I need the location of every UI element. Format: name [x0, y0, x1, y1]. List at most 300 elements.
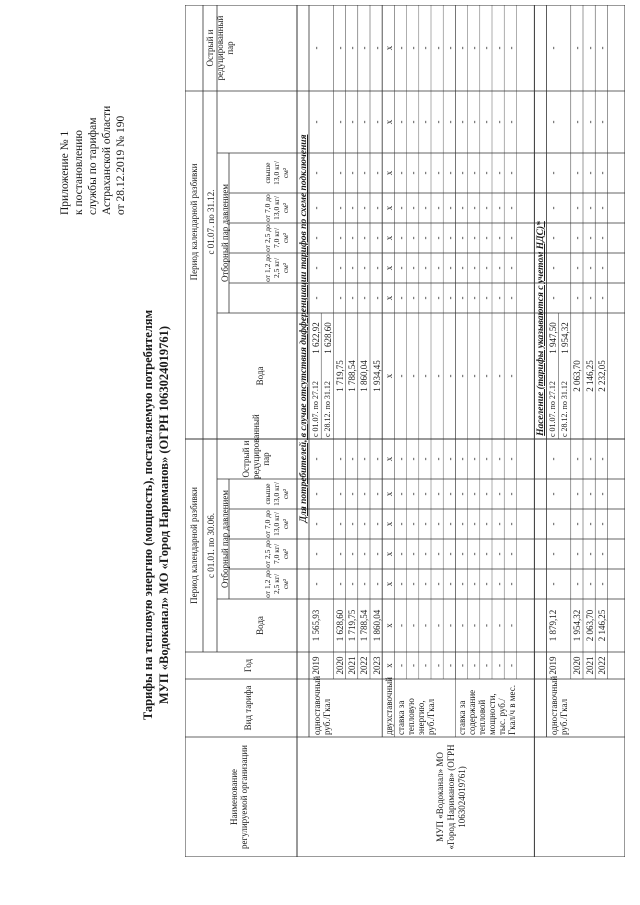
dash-mark: -: [596, 552, 607, 556]
dash-mark: -: [584, 236, 595, 240]
dash-mark: -: [444, 266, 455, 270]
dash-mark: -: [371, 120, 382, 124]
dash-mark: -: [505, 582, 516, 586]
dash-mark: -: [596, 206, 607, 210]
tariff-type-header: Вид тарифа: [243, 685, 253, 731]
dash-mark: -: [408, 457, 419, 461]
dash-mark: -: [395, 296, 406, 300]
dash-mark: -: [334, 171, 345, 175]
dash-mark: -: [432, 120, 443, 124]
dash-mark: -: [420, 457, 431, 461]
year-cell: 2020: [572, 656, 583, 675]
sub-period-cell: с 01.07. по 27.12: [547, 381, 557, 437]
year-cell: 2019: [547, 656, 558, 675]
dash-mark: -: [505, 492, 516, 496]
dash-mark: -: [547, 582, 558, 586]
dash-mark: -: [505, 236, 516, 240]
dash-mark: -: [584, 171, 595, 175]
dash-mark: -: [420, 624, 431, 627]
dash-mark: -: [310, 46, 321, 50]
dash-mark: -: [347, 522, 358, 526]
single-rate-label-population: одноставочный руб./Гкал: [549, 675, 570, 735]
dash-mark: -: [408, 46, 419, 50]
dash-mark: -: [395, 236, 406, 240]
dash-mark: -: [596, 582, 607, 586]
dash-mark: -: [432, 266, 443, 270]
dash-mark: -: [572, 266, 583, 270]
dash-mark: -: [444, 46, 455, 50]
dash-mark: -: [310, 582, 321, 586]
dash-mark: -: [481, 171, 492, 175]
dash-mark: -: [395, 457, 406, 461]
dash-mark: -: [395, 46, 406, 50]
dash-mark: -: [493, 296, 504, 300]
dash-mark: -: [584, 296, 595, 300]
dash-mark: -: [493, 664, 504, 667]
dash-mark: -: [359, 492, 370, 496]
cross-mark: х: [383, 521, 394, 527]
dash-mark: -: [493, 206, 504, 210]
single-rate-label: одноставочный руб./Гкал: [312, 675, 332, 735]
dash-mark: -: [469, 624, 480, 627]
dash-mark: -: [444, 492, 455, 496]
section-title-1: Для потребителей, в случае отсутствия дифференциации тарифов по схеме подключения: [298, 134, 309, 523]
dash-mark: -: [371, 206, 382, 210]
dash-mark: -: [584, 206, 595, 210]
dash-mark: -: [572, 492, 583, 496]
double-rate-label: двухставочный: [384, 677, 395, 735]
dash-mark: -: [420, 664, 431, 667]
dash-mark: -: [347, 171, 358, 175]
dash-mark: -: [359, 522, 370, 526]
dash-mark: -: [395, 582, 406, 586]
dash-mark: -: [408, 552, 419, 556]
dash-mark: -: [347, 266, 358, 270]
water-value-cell: 1 879,12: [547, 609, 558, 642]
dash-mark: -: [505, 296, 516, 300]
water-value-cell: 1 628,60: [334, 609, 345, 642]
dash-mark: -: [505, 552, 516, 556]
cross-mark: х: [383, 456, 394, 462]
dash-mark: -: [481, 552, 492, 556]
dash-mark: -: [469, 552, 480, 556]
cross-mark: х: [383, 235, 394, 241]
sharp-steam-header: Острый и редуцированный пар: [241, 414, 271, 479]
appendix-line: Приложение № 1: [59, 130, 71, 215]
dash-mark: -: [481, 457, 492, 461]
dash-mark: -: [444, 457, 455, 461]
dash-mark: -: [469, 120, 480, 124]
dash-mark: -: [444, 664, 455, 667]
dash-mark: -: [481, 492, 492, 496]
dash-mark: -: [505, 120, 516, 124]
energy-rate-label: ставка за тепловую энергию, руб./Гкал: [396, 698, 437, 735]
dash-mark: -: [481, 236, 492, 240]
dash-mark: -: [456, 624, 467, 627]
title-line-2: МУП «Водоканал» МО «Город Нариманов» (ОГРН 1063024019761): [157, 325, 171, 705]
dash-mark: -: [371, 457, 382, 461]
dash-mark: -: [359, 266, 370, 270]
dash-mark: -: [493, 46, 504, 50]
dash-mark: -: [481, 296, 492, 300]
dash-mark: -: [310, 266, 321, 270]
appendix-line: службы по тарифам: [87, 117, 99, 215]
dash-mark: -: [420, 296, 431, 300]
cross-mark: х: [383, 663, 394, 668]
dash-mark: -: [310, 492, 321, 496]
water-value-cell: 1 934,45: [371, 360, 382, 392]
dash-mark: -: [347, 206, 358, 210]
cross-mark: х: [383, 119, 394, 125]
year-cell: 2019: [310, 656, 321, 675]
water-value-cell: 2 063,70: [584, 609, 595, 642]
dash-mark: -: [456, 120, 467, 124]
dash-mark: -: [444, 296, 455, 300]
dash-mark: -: [493, 624, 504, 627]
dash-mark: -: [572, 206, 583, 210]
water-value-cell: 1 628,60: [322, 322, 333, 354]
dash-mark: -: [469, 457, 480, 461]
sub-period-cell: с 28.12. по 31.12: [560, 381, 570, 437]
water-value-cell: 1 788,54: [359, 609, 370, 642]
dash-mark: -: [395, 266, 406, 270]
dash-mark: -: [432, 492, 443, 496]
dash-mark: -: [420, 266, 431, 270]
dash-mark: -: [456, 552, 467, 556]
sub-period-cell: с 01.07. по 27.12: [310, 381, 320, 437]
dash-mark: -: [310, 457, 321, 461]
dash-mark: -: [359, 552, 370, 556]
year-cell: 2022: [359, 656, 370, 675]
steam-header: Отборный пар давлением: [219, 489, 230, 589]
dash-mark: -: [408, 171, 419, 175]
water-value-cell: 1 860,04: [359, 360, 370, 392]
dash-mark: -: [596, 120, 607, 124]
dash-mark: -: [310, 522, 321, 526]
dash-mark: -: [456, 46, 467, 50]
dash-mark: -: [310, 120, 321, 124]
dash-mark: -: [493, 552, 504, 556]
dash-mark: -: [334, 296, 345, 300]
period2-dates: с 01.07. по 31.12.: [206, 189, 216, 255]
dash-mark: -: [408, 522, 419, 526]
dash-mark: -: [444, 582, 455, 586]
dash-mark: -: [456, 206, 467, 210]
dash-mark: -: [334, 120, 345, 124]
dash-mark: -: [371, 522, 382, 526]
dash-mark: -: [347, 552, 358, 556]
dash-mark: -: [505, 206, 516, 210]
dash-mark: -: [371, 171, 382, 175]
dash-mark: -: [505, 624, 516, 627]
dash-mark: -: [505, 374, 516, 378]
cross-mark: х: [383, 295, 394, 301]
dash-mark: -: [584, 266, 595, 270]
dash-mark: -: [481, 522, 492, 526]
dash-mark: -: [469, 171, 480, 175]
dash-mark: -: [444, 120, 455, 124]
appendix-line: Астраханской области: [101, 105, 113, 215]
dash-mark: -: [432, 296, 443, 300]
dash-mark: -: [310, 171, 321, 175]
dash-mark: -: [359, 206, 370, 210]
period1-dates: с 01.01. по 30.06.: [206, 512, 216, 579]
dash-mark: -: [469, 492, 480, 496]
dash-mark: -: [444, 171, 455, 175]
dash-mark: -: [359, 296, 370, 300]
dash-mark: -: [584, 46, 595, 50]
dash-mark: -: [596, 296, 607, 300]
cross-mark: х: [383, 551, 394, 557]
year-header: Год: [243, 658, 253, 673]
dash-mark: -: [371, 582, 382, 586]
sharp-steam-header: Острый и редуцированный пар: [205, 15, 235, 81]
appendix-note: [58, 5, 128, 215]
dash-mark: -: [432, 171, 443, 175]
dash-mark: -: [469, 582, 480, 586]
dash-mark: -: [596, 266, 607, 270]
cross-mark: х: [383, 581, 394, 587]
dash-mark: -: [310, 296, 321, 300]
pressure-header: свыше 13,0 кг/см²: [263, 161, 290, 185]
dash-mark: -: [359, 171, 370, 175]
year-cell: 2020: [334, 656, 345, 675]
dash-mark: -: [395, 171, 406, 175]
dash-mark: -: [547, 552, 558, 556]
water-value-cell: 1 788,54: [347, 360, 358, 392]
organization-name: МУП «Водоканал» МО «Город Нариманов» (ОГРН 1063024019761): [435, 744, 467, 850]
dash-mark: -: [432, 582, 443, 586]
dash-mark: -: [505, 664, 516, 667]
dash-mark: -: [469, 236, 480, 240]
dash-mark: -: [547, 266, 558, 270]
dash-mark: -: [444, 374, 455, 378]
water-value-cell: 1 954,32: [560, 322, 571, 354]
capacity-rate-label: ставка за содержание тепловой мощности, тыс. руб./Гкал/ч в мес.: [457, 685, 518, 735]
dash-mark: -: [347, 46, 358, 50]
pressure-header: от 7,0 до 13,0 кг/см²: [263, 194, 290, 222]
dash-mark: -: [444, 236, 455, 240]
dash-mark: -: [310, 236, 321, 240]
period2-header: Период календарной разбивки: [189, 163, 199, 281]
dash-mark: -: [596, 522, 607, 526]
dash-mark: -: [444, 522, 455, 526]
dash-mark: -: [572, 582, 583, 586]
dash-mark: -: [547, 171, 558, 175]
water-value-cell: 2 063,70: [572, 360, 583, 392]
dash-mark: -: [359, 236, 370, 240]
dash-mark: -: [493, 236, 504, 240]
dash-mark: -: [456, 236, 467, 240]
dash-mark: -: [572, 171, 583, 175]
dash-mark: -: [432, 46, 443, 50]
dash-mark: -: [432, 457, 443, 461]
year-cell: 2021: [347, 656, 358, 675]
appendix-line: к постановлению: [73, 130, 85, 215]
dash-mark: -: [395, 374, 406, 378]
dash-mark: -: [547, 492, 558, 496]
dash-mark: -: [505, 46, 516, 50]
dash-mark: -: [469, 46, 480, 50]
sub-period-cell: с 28.12. по 31.12: [322, 381, 332, 437]
dash-mark: -: [432, 522, 443, 526]
dash-mark: -: [408, 236, 419, 240]
dash-mark: -: [371, 492, 382, 496]
dash-mark: -: [395, 624, 406, 627]
steam-header: Отборный пар давлением: [219, 183, 230, 283]
dash-mark: -: [334, 266, 345, 270]
dash-mark: -: [395, 492, 406, 496]
dash-mark: -: [456, 374, 467, 378]
dash-mark: -: [408, 582, 419, 586]
pressure-header: от 2,5 до 7,0 кг/см²: [263, 540, 290, 568]
dash-mark: -: [420, 582, 431, 586]
dash-mark: -: [408, 374, 419, 378]
dash-mark: -: [432, 206, 443, 210]
dash-mark: -: [432, 664, 443, 667]
dash-mark: -: [493, 374, 504, 378]
dash-mark: -: [493, 266, 504, 270]
dash-mark: -: [493, 492, 504, 496]
cross-mark: х: [383, 205, 394, 211]
dash-mark: -: [481, 46, 492, 50]
dash-mark: -: [493, 171, 504, 175]
dash-mark: -: [481, 374, 492, 378]
dash-mark: -: [395, 664, 406, 667]
water-value-cell: 2 146,25: [596, 609, 607, 642]
water-value-cell: 1 954,32: [572, 609, 583, 642]
dash-mark: -: [334, 236, 345, 240]
dash-mark: -: [310, 552, 321, 556]
dash-mark: -: [547, 206, 558, 210]
year-cell: 2023: [371, 656, 382, 675]
appendix-line: от 28.12.2019 № 190: [115, 115, 127, 215]
dash-mark: -: [584, 492, 595, 496]
title-line-1: Тарифы на тепловую энергию (мощность), поставляемую потребителям: [141, 309, 155, 721]
water-header: Вода: [255, 616, 265, 635]
dash-mark: -: [493, 522, 504, 526]
dash-mark: -: [505, 171, 516, 175]
cross-mark: х: [383, 491, 394, 497]
water-header: Вода: [255, 366, 265, 386]
dash-mark: -: [572, 522, 583, 526]
dash-mark: -: [456, 522, 467, 526]
dash-mark: -: [359, 120, 370, 124]
year-cell: 2022: [596, 656, 607, 675]
dash-mark: -: [469, 206, 480, 210]
dash-mark: -: [547, 236, 558, 240]
document-title: [140, 165, 172, 865]
dash-mark: -: [481, 582, 492, 586]
dash-mark: -: [505, 522, 516, 526]
dash-mark: -: [584, 522, 595, 526]
dash-mark: -: [334, 582, 345, 586]
dash-mark: -: [547, 296, 558, 300]
dash-mark: -: [547, 120, 558, 124]
dash-mark: -: [469, 664, 480, 667]
dash-mark: -: [547, 46, 558, 50]
dash-mark: -: [444, 624, 455, 627]
water-value-cell: 1 565,93: [310, 609, 321, 642]
dash-mark: -: [334, 457, 345, 461]
dash-mark: -: [596, 236, 607, 240]
dash-mark: -: [420, 552, 431, 556]
cross-mark: х: [383, 373, 394, 379]
dash-mark: -: [432, 624, 443, 627]
dash-mark: -: [547, 522, 558, 526]
water-value-cell: 1 622,92: [310, 322, 321, 354]
dash-mark: -: [432, 236, 443, 240]
dash-mark: -: [371, 552, 382, 556]
dash-mark: -: [505, 266, 516, 270]
dash-mark: -: [432, 374, 443, 378]
dash-mark: -: [584, 120, 595, 124]
dash-mark: -: [334, 492, 345, 496]
dash-mark: -: [408, 296, 419, 300]
dash-mark: -: [420, 120, 431, 124]
dash-mark: -: [584, 582, 595, 586]
org-column-header: Наименование регулируемой организации: [229, 745, 249, 849]
dash-mark: -: [469, 296, 480, 300]
dash-mark: -: [584, 457, 595, 461]
dash-mark: -: [481, 206, 492, 210]
dash-mark: -: [596, 171, 607, 175]
water-value-cell: 1 719,75: [334, 360, 345, 392]
dash-mark: -: [572, 457, 583, 461]
dash-mark: -: [456, 457, 467, 461]
dash-mark: -: [481, 266, 492, 270]
dash-mark: -: [371, 46, 382, 50]
period1-header: Период календарной разбивки: [189, 487, 199, 604]
dash-mark: -: [395, 120, 406, 124]
dash-mark: -: [408, 664, 419, 667]
dash-mark: -: [347, 457, 358, 461]
dash-mark: -: [596, 457, 607, 461]
pressure-header: от 7,0 до 13,0 кг/см²: [263, 510, 290, 538]
dash-mark: -: [469, 522, 480, 526]
dash-mark: -: [456, 492, 467, 496]
dash-mark: -: [334, 522, 345, 526]
dash-mark: -: [596, 492, 607, 496]
dash-mark: -: [493, 457, 504, 461]
dash-mark: -: [572, 552, 583, 556]
tariff-table: [185, 5, 625, 857]
water-value-cell: 1 947,50: [547, 322, 558, 354]
dash-mark: -: [572, 236, 583, 240]
cross-mark: х: [383, 45, 394, 51]
dash-mark: -: [420, 46, 431, 50]
dash-mark: -: [395, 522, 406, 526]
dash-mark: -: [347, 492, 358, 496]
cross-mark: х: [383, 623, 394, 628]
dash-mark: -: [359, 457, 370, 461]
dash-mark: -: [456, 664, 467, 667]
dash-mark: -: [584, 552, 595, 556]
dash-mark: -: [408, 120, 419, 124]
dash-mark: -: [347, 120, 358, 124]
dash-mark: -: [371, 236, 382, 240]
dash-mark: -: [347, 582, 358, 586]
dash-mark: -: [493, 120, 504, 124]
dash-mark: -: [334, 552, 345, 556]
dash-mark: -: [359, 46, 370, 50]
dash-mark: -: [371, 266, 382, 270]
dash-mark: -: [481, 624, 492, 627]
water-value-cell: 1 860,04: [371, 609, 382, 642]
dash-mark: -: [347, 296, 358, 300]
pressure-header: от 2,5 до 7,0 кг/см²: [263, 224, 290, 252]
year-cell: 2021: [584, 656, 595, 675]
